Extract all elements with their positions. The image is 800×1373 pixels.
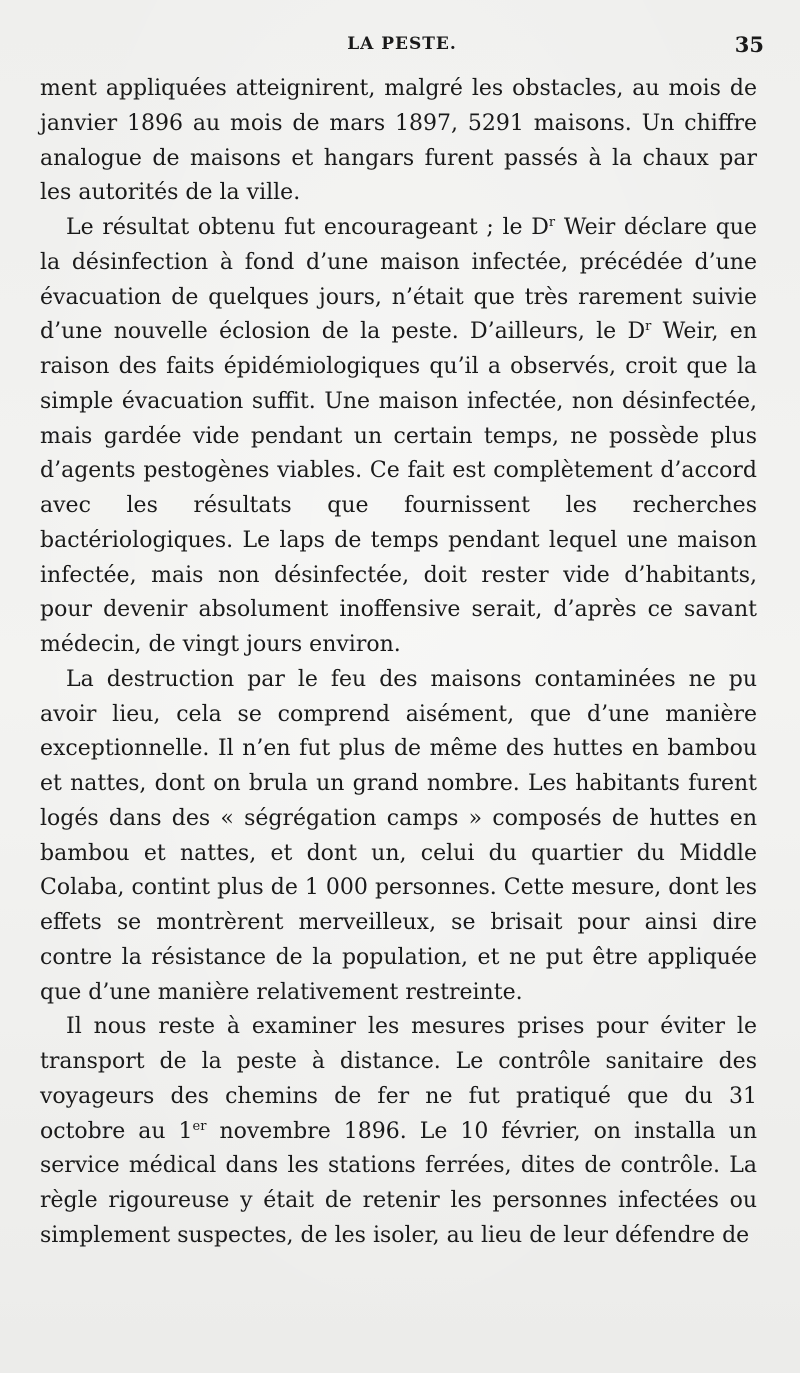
running-title: LA PESTE.	[347, 34, 457, 54]
paragraph: La destruction par le feu des maisons contaminées ne pu avoir lieu, cela se comprend aisément, que d’une manière exceptionnelle. Il n’en fut plus de même des huttes en bambou et nattes, dont on brula un grand nombre. Les habitants furent logés dans des « ségrégation camps » composés de huttes en bambou et nattes, et dont un, celui du quartier du Middle Colaba, contint plus de 1 000 personnes. Cette mesure, dont les effets se montrèrent merveilleux, se brisait pour ainsi dire contre la résistance de la population, et ne put être appliquée que d’une manière relativement restreinte.	[40, 666, 757, 1005]
paragraph: ment appliquées atteignirent, malgré les obstacles, au mois de janvier 1896 au mois de mars 1897, 5291 maisons. Un chiffre analogue de maisons et hangars furent passés à la chaux par les autorités de la ville.	[40, 76, 757, 206]
body-text	[40, 72, 757, 1254]
superscript: r	[548, 215, 556, 230]
running-head	[40, 34, 764, 64]
paragraph: Il nous reste à examiner les mesures prises pour éviter le transport de la peste à distance. Le contrôle sanitaire des voyageurs des chemins de fer ne fut pratiqué que du 31 octobre au 1er novembre 1896. Le 10 février, on installa un service médical dans les stations ferrées, dites de contrôle. La règle rigoureuse y était de retenir les personnes infectées ou simplement suspectes, de les isoler, au lieu de leur défendre de	[40, 1014, 757, 1248]
superscript: er	[192, 1118, 207, 1134]
paragraph: Le résultat obtenu fut encourageant ; le $D^r$ Weir déclare que la désinfection à fond d’une maison infectée, précédée d’une évacuation de quelques jours, n’était que très rarement suivie d’une nouvelle éclosion de la peste. D’ailleurs, le $D^r$ Weir, en raison des faits épidémiologiques qu’il a observés, croit que la simple évacuation suffit. Une maison infectée, non désinfectée, mais gardée vide pendant un certain temps, ne possède plus d’agents pestogènes viables. Ce fait est complètement d’accord avec les résultats que fournissent les recherches bactériologiques. Le laps de temps pendant lequel une maison infectée, mais non désinfectée, doit rester vide d’habitants, pour devenir absolument inoffensive serait, d’après ce savant médecin, de vingt jours environ.	[40, 215, 757, 657]
superscript: r	[645, 319, 652, 335]
page-number: 35	[734, 32, 764, 57]
